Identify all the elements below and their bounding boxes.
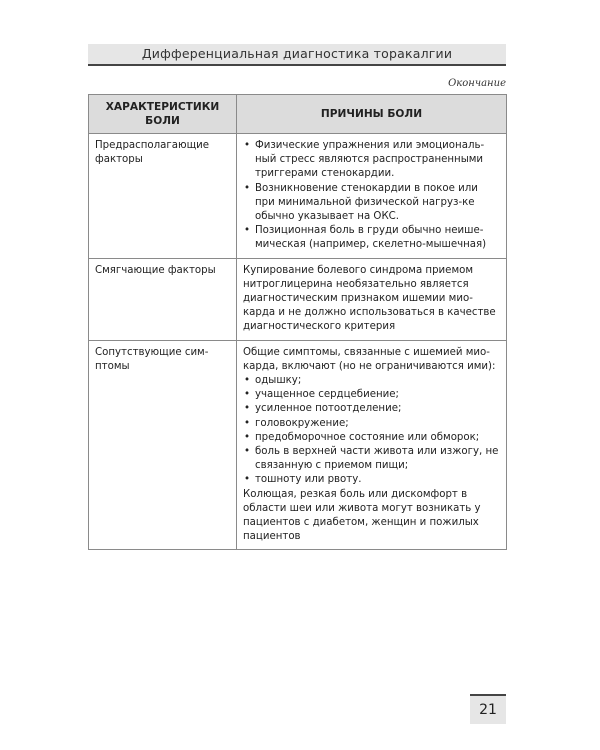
row-label-relieving: Смягчающие факторы bbox=[89, 258, 237, 340]
list-item: • головокружение; bbox=[243, 417, 500, 431]
table-row bbox=[89, 258, 507, 340]
symptom-list bbox=[243, 374, 500, 488]
list-item: • предобморочное состояние или обморок; bbox=[243, 431, 500, 445]
list-item: • Возникновение стенокардии в покое или при минимальной физической нагруз-ке обычно указывает на ОКС. bbox=[243, 182, 500, 225]
list-item: • боль в верхней части живота или изжогу, не связанную с приемом пищи; bbox=[243, 445, 500, 473]
list-item: • Позиционная боль в груди обычно неише-мическая (например, скелетно-мышечная) bbox=[243, 224, 500, 252]
column-header-characteristics: ХАРАКТЕРИСТИКИ БОЛИ bbox=[89, 95, 237, 134]
running-header: Дифференциальная диагностика торакалгии bbox=[88, 44, 506, 66]
continuation-label: Окончание bbox=[448, 78, 506, 89]
list-item: • Физические упражнения или эмоциональ-ный стресс являются распространенными триггерами стенокардии. bbox=[243, 139, 500, 182]
row-label-associated: Сопутствующие сим-птомы bbox=[89, 340, 237, 550]
page-number: 21 bbox=[470, 694, 506, 724]
list-item: • усиленное потоотделение; bbox=[243, 402, 500, 416]
symptoms-intro: Общие симптомы, связанные с ишемией мио-карда, включают (но не ограничиваются ими): bbox=[243, 346, 496, 372]
row-content-predisposing bbox=[237, 134, 507, 259]
row-content-associated bbox=[237, 340, 507, 550]
pain-characteristics-table bbox=[88, 94, 507, 550]
table-header-row bbox=[89, 95, 507, 134]
table-row bbox=[89, 134, 507, 259]
column-header-causes: ПРИЧИНЫ БОЛИ bbox=[237, 95, 507, 134]
bullet-list bbox=[243, 139, 500, 253]
row-label-predisposing: Предрасполагающие факторы bbox=[89, 134, 237, 259]
symptoms-outro: Колющая, резкая боль или дискомфорт в области шеи или живота могут возникать у пациентов с диабетом, женщин и пожилых пациентов bbox=[243, 488, 481, 543]
row-content-relieving: Купирование болевого синдрома приемом нитроглицерина необязательно является диагностическим признаком ишемии мио-карда и не должно использоваться в качестве диагностического критерия bbox=[237, 258, 507, 340]
list-item: • учащенное сердцебиение; bbox=[243, 388, 500, 402]
list-item: • тошноту или рвоту. bbox=[243, 473, 500, 487]
list-item: • одышку; bbox=[243, 374, 500, 388]
table-row bbox=[89, 340, 507, 550]
